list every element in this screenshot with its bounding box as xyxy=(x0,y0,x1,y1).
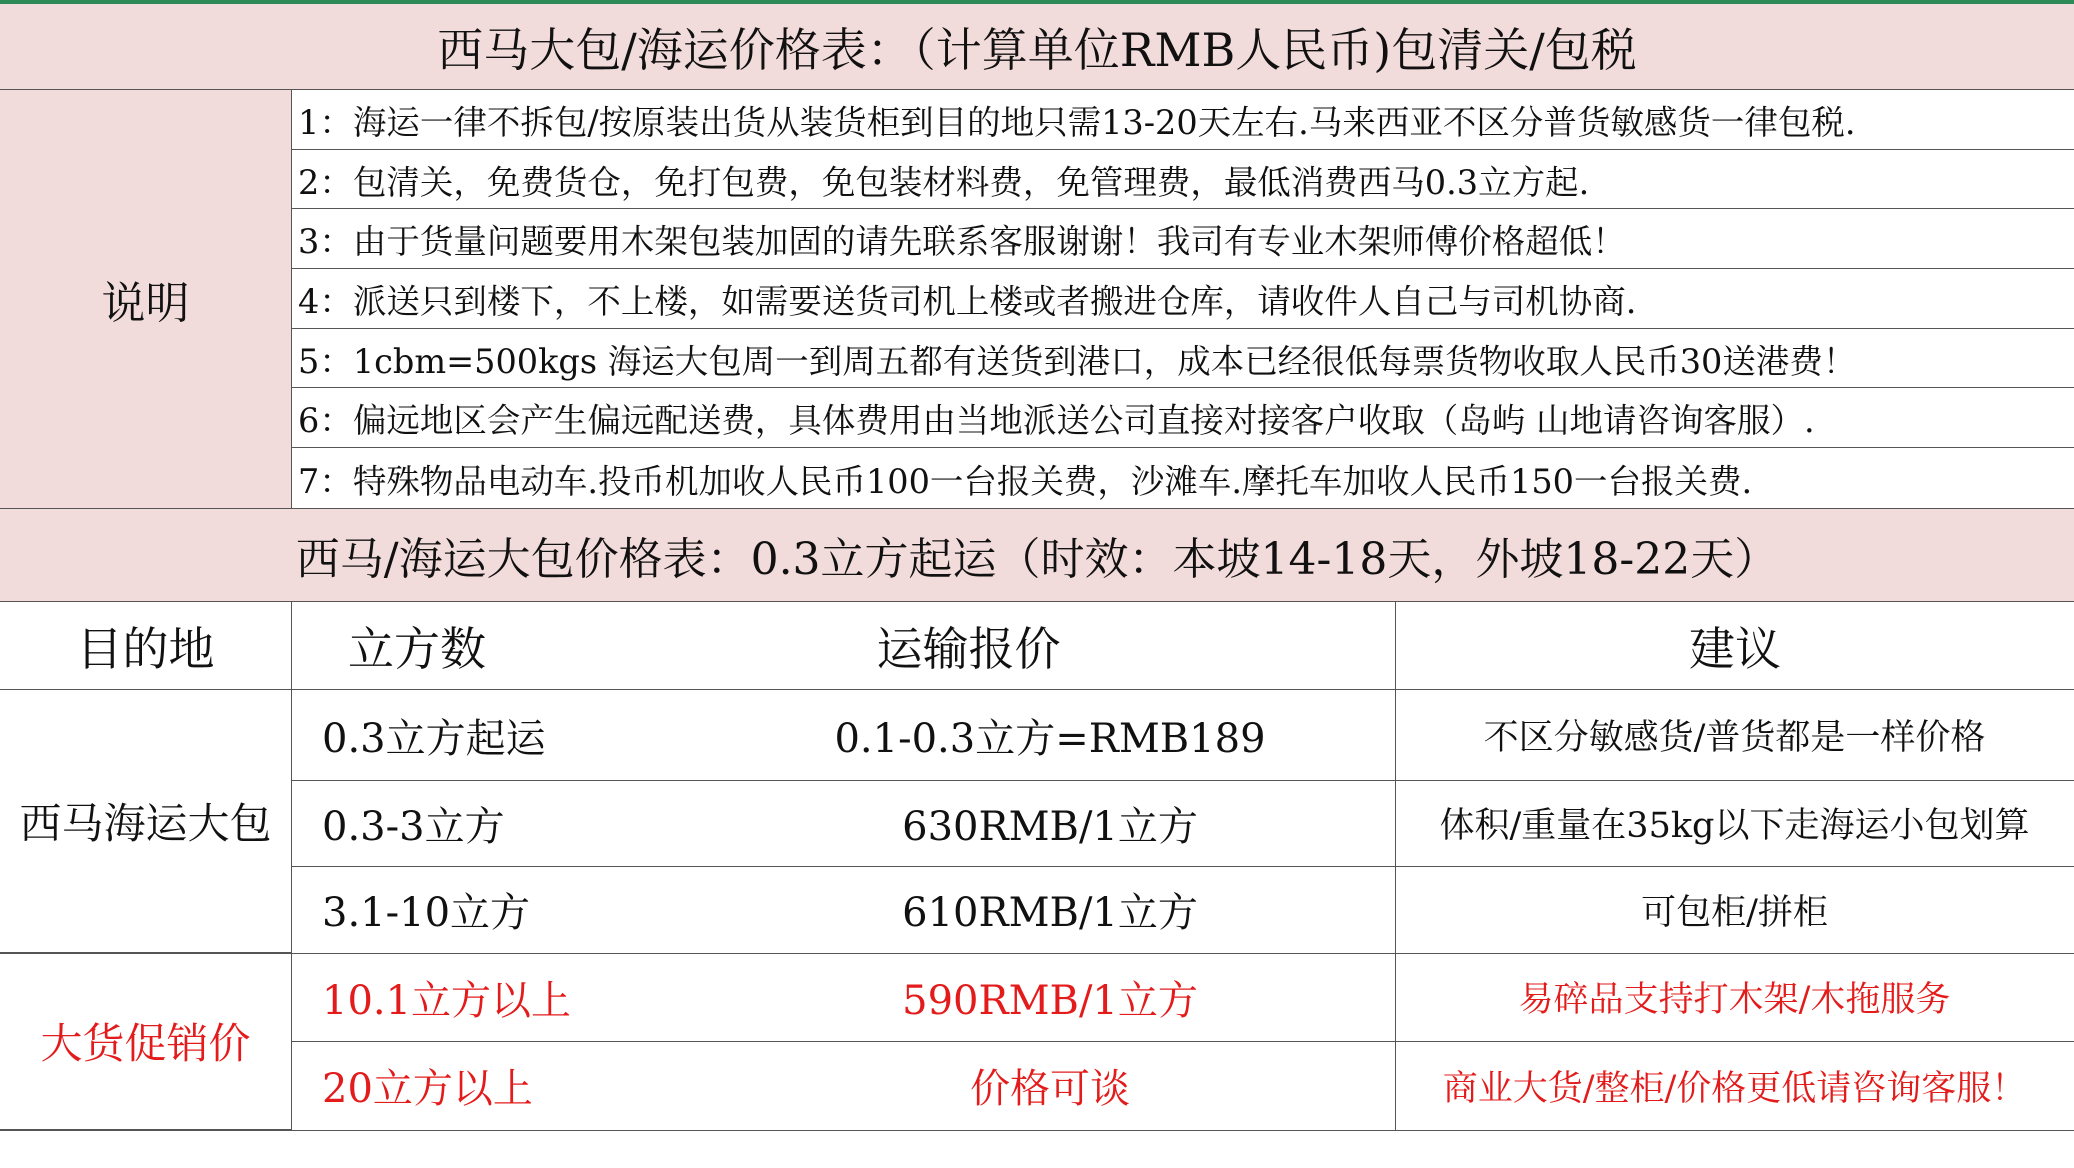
row-divider xyxy=(292,1041,2074,1042)
row3-volume: 3.1-10立方 xyxy=(322,890,531,936)
row4-price: 590RMB/1立方 xyxy=(902,977,1198,1024)
row3-price: 610RMB/1立方 xyxy=(902,890,1198,936)
row4-advice: 易碎品支持打木架/木拖服务 xyxy=(1518,980,1951,1020)
header-destination: 目的地 xyxy=(0,602,292,690)
notes-label: 说明 xyxy=(0,90,292,508)
header-advice: 建议 xyxy=(1395,602,2074,690)
row3-advice: 可包柜/拼柜 xyxy=(1641,892,1828,933)
row2-volume: 0.3-3立方 xyxy=(322,803,505,850)
group-label-bulk-promo: 大货促销价 xyxy=(0,953,292,1130)
row-divider xyxy=(292,780,2074,781)
table-bottom-border xyxy=(0,1130,2074,1131)
table-subtitle: 西马/海运大包价格表：0.3立方起运（时效：本坡14-18天，外坡18-22天） xyxy=(0,508,2074,602)
note-item-1: 1：海运一律不拆包/按原装出货从装货柜到目的地只需13-20天左右.马来西亚不区分普货敏感货一律包税. xyxy=(292,90,2074,150)
header-volume: 立方数 xyxy=(292,602,542,690)
row4-volume: 10.1立方以上 xyxy=(322,977,572,1024)
row2-advice: 体积/重量在35kg以下走海运小包划算 xyxy=(1439,806,2030,846)
row2-price: 630RMB/1立方 xyxy=(902,803,1198,850)
group-label-west-malaysia: 西马海运大包 xyxy=(0,690,292,953)
note-item-5: 5：1cbm=500kgs 海运大包周一到周五都有送货到港口，成本已经很低每票货物收取人民币30送港费！ xyxy=(292,329,2074,389)
sheet-title: 西马大包/海运价格表：（计算单位RMB人民币)包清关/包税 xyxy=(0,4,2074,90)
advice-column-divider xyxy=(1395,690,1396,1130)
header-price: 运输报价 xyxy=(542,602,1395,690)
note-item-4: 4：派送只到楼下，不上楼，如需要送货司机上楼或者搬进仓库，请收件人自己与司机协商. xyxy=(292,269,2074,329)
note-item-2: 2：包清关，免费货仓，免打包费，免包装材料费，免管理费，最低消费西马0.3立方起. xyxy=(292,150,2074,210)
note-item-7: 7：特殊物品电动车.投币机加收人民币100一台报关费，沙滩车.摩托车加收人民币150一台报关费. xyxy=(292,448,2074,508)
row1-advice: 不区分敏感货/普货都是一样价格 xyxy=(1483,718,1986,758)
row5-advice: 商业大货/整柜/价格更低请咨询客服！ xyxy=(1442,1068,2027,1109)
row1-price: 0.1-0.3立方=RMB189 xyxy=(834,715,1266,762)
row-divider xyxy=(292,866,2074,867)
note-item-6: 6：偏远地区会产生偏远配送费，具体费用由当地派送公司直接对接客户收取（岛屿 山地请咨询客服）. xyxy=(292,389,2074,449)
row1-volume: 0.3立方起运 xyxy=(322,715,546,762)
note-item-3: 3：由于货量问题要用木架包装加固的请先联系客服谢谢！我司有专业木架师傅价格超低！ xyxy=(292,209,2074,269)
row5-volume: 20立方以上 xyxy=(322,1066,533,1112)
group-divider xyxy=(0,953,2074,954)
row5-price: 价格可谈 xyxy=(970,1066,1130,1112)
